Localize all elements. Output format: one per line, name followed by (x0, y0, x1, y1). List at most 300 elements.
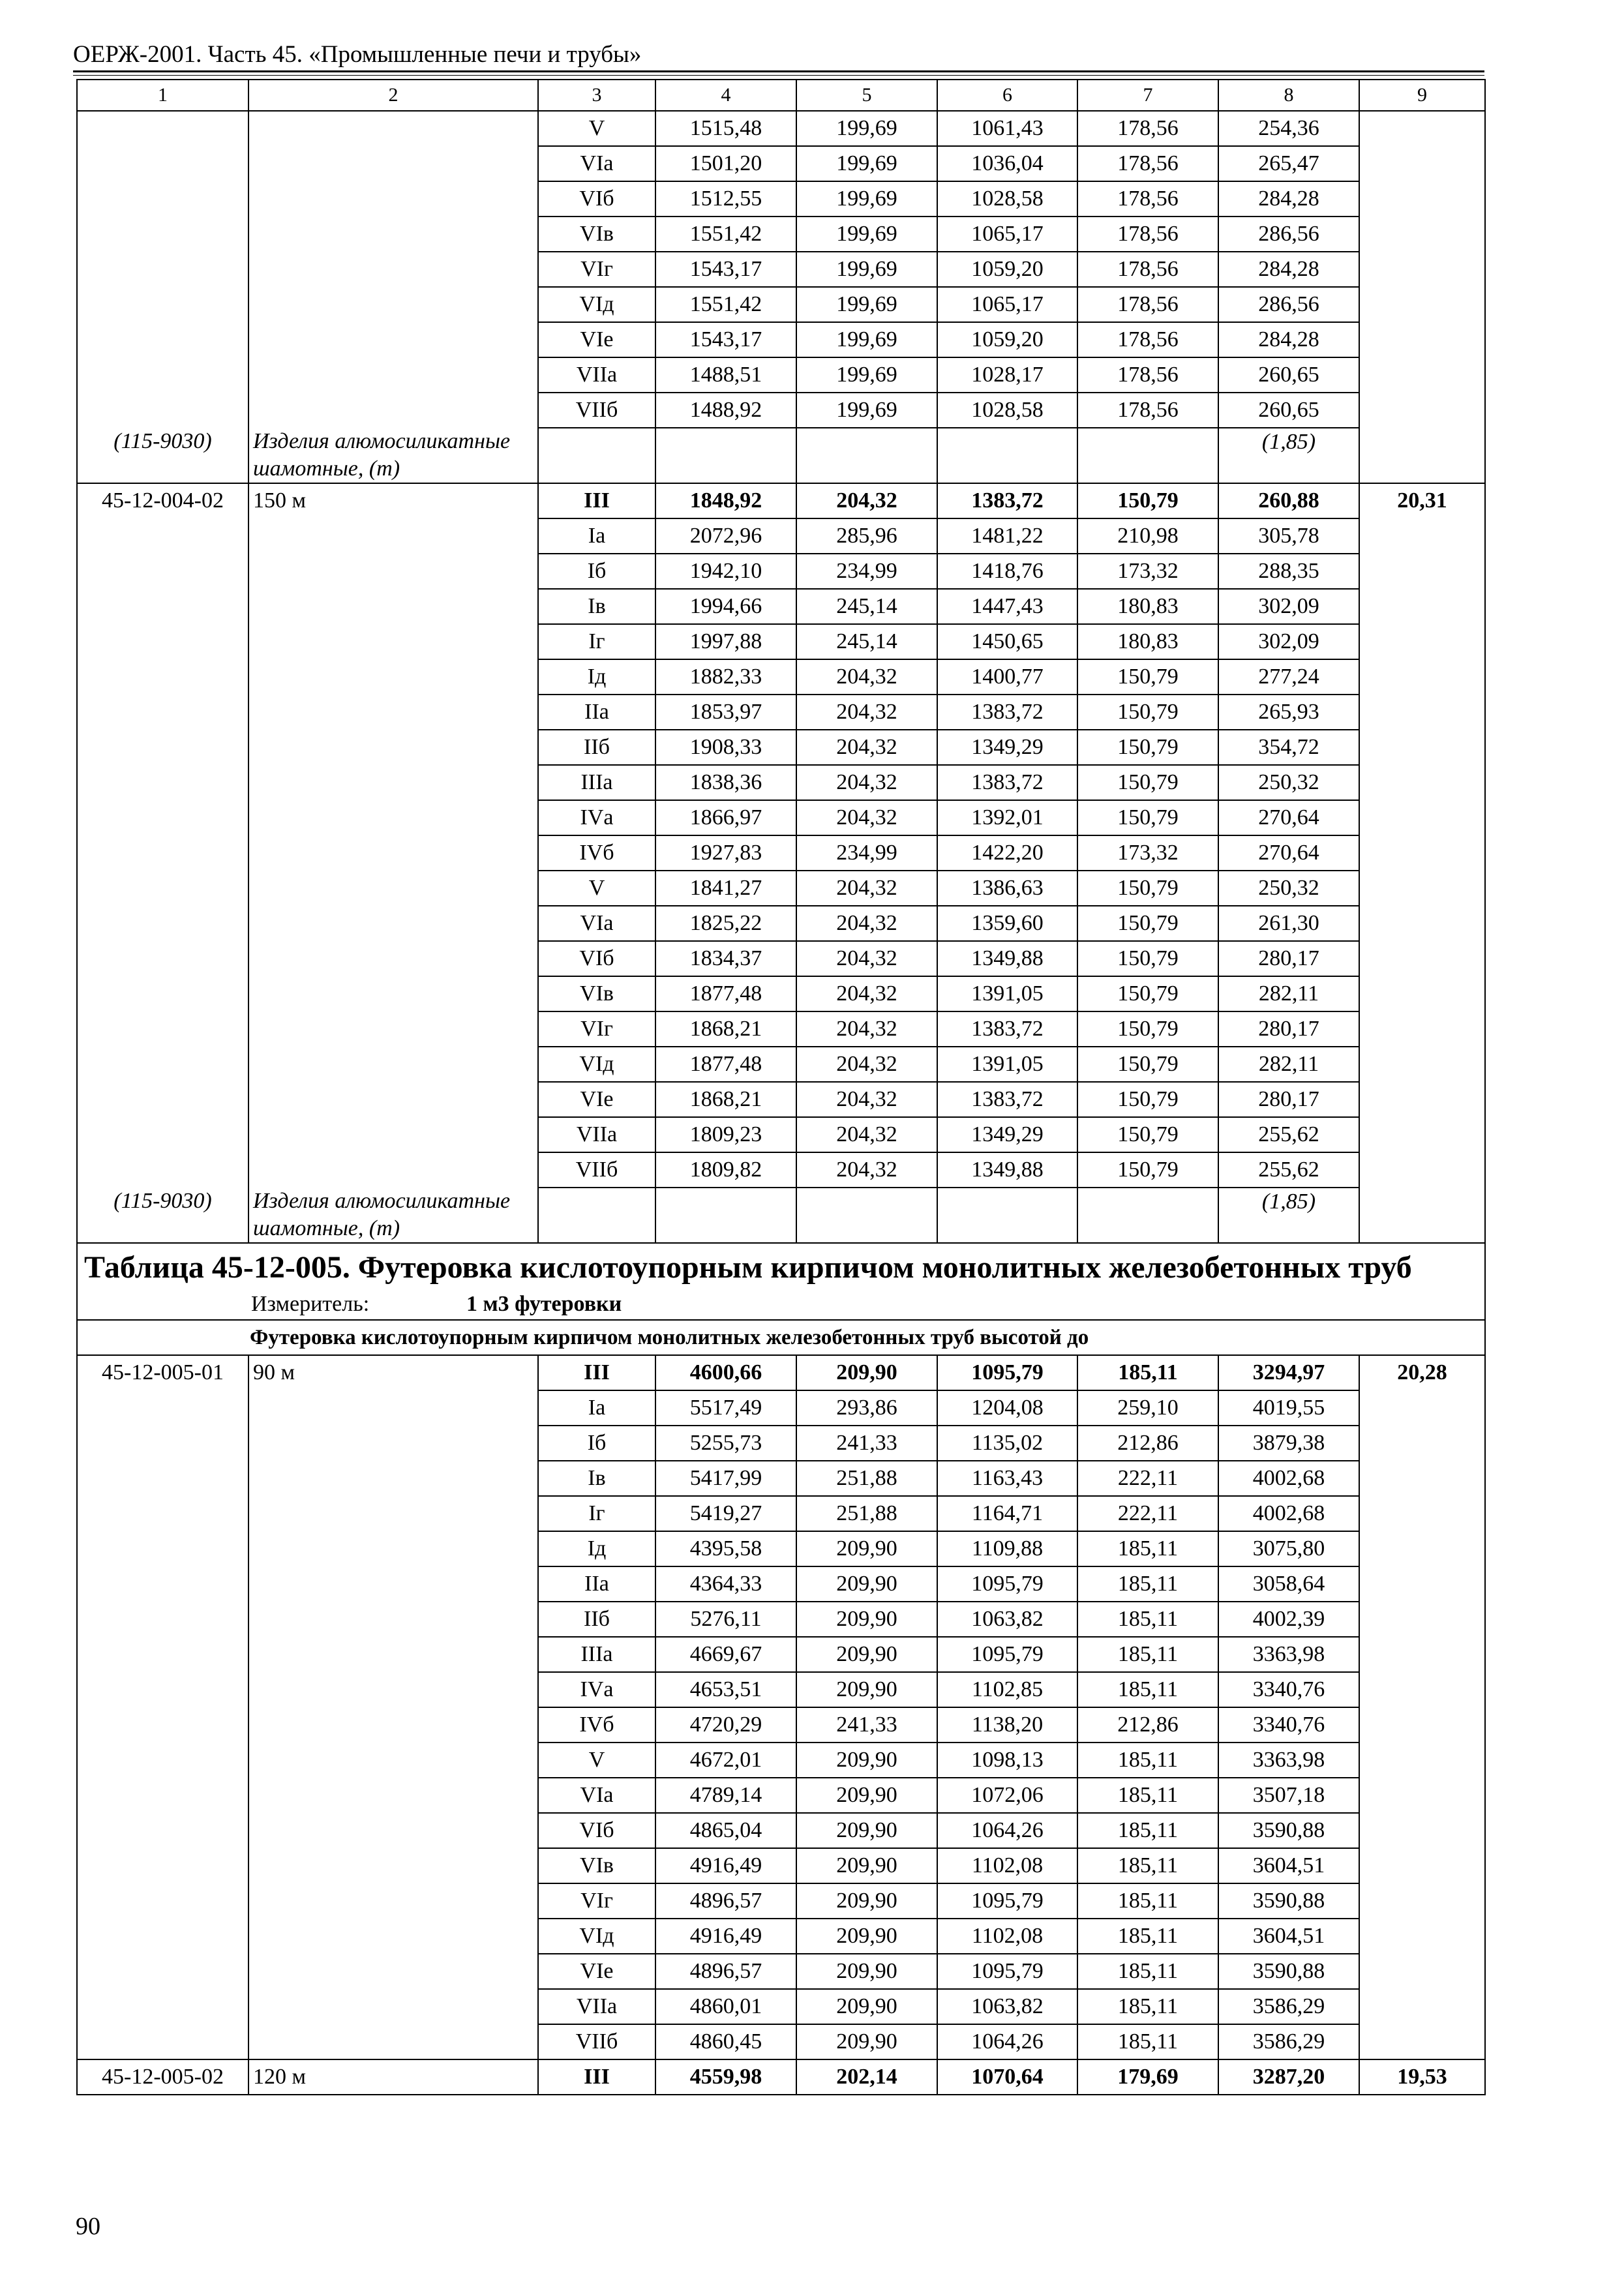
value-cell: 3507,18 (1218, 1778, 1359, 1813)
value-cell: 4364,33 (655, 1566, 796, 1602)
header-rule-thin (73, 75, 1484, 76)
zone-cell: Iв (538, 589, 655, 624)
value-cell: 185,11 (1077, 1954, 1218, 1989)
zone-cell: VIIб (538, 393, 655, 428)
value-cell: 1070,64 (937, 2059, 1077, 2095)
value-cell: 204,32 (796, 483, 937, 518)
value-cell: 4865,04 (655, 1813, 796, 1848)
subtitle-row (77, 1320, 1485, 1355)
value-cell: 185,11 (1077, 1637, 1218, 1672)
value-cell: 251,88 (796, 1461, 937, 1496)
zone-cell: VIв (538, 976, 655, 1011)
value-cell: 222,11 (1077, 1461, 1218, 1496)
value-cell: 254,36 (1218, 111, 1359, 146)
value-cell: 1383,72 (937, 695, 1077, 730)
value-cell: 150,79 (1077, 1117, 1218, 1152)
value-cell: 1065,17 (937, 287, 1077, 322)
value-cell: 3590,88 (1218, 1813, 1359, 1848)
value-cell: 178,56 (1077, 322, 1218, 357)
value-cell: 1882,33 (655, 659, 796, 695)
name-cell: 120 м (248, 2059, 538, 2095)
zone-cell: VIг (538, 1011, 655, 1047)
empty-cell (937, 1188, 1077, 1243)
value-cell: 5517,49 (655, 1390, 796, 1426)
column-number: 4 (655, 80, 796, 111)
zone-cell: IIа (538, 695, 655, 730)
zone-cell: IIIа (538, 765, 655, 800)
value-cell: 1809,23 (655, 1117, 796, 1152)
price-table (76, 79, 1486, 2095)
zone-cell: VIIа (538, 357, 655, 393)
value-cell: 1102,08 (937, 1848, 1077, 1883)
value-cell: 204,32 (796, 1152, 937, 1188)
resource-code: (115-9030) (77, 428, 248, 483)
zone-cell: VIг (538, 252, 655, 287)
zone-cell: VIв (538, 217, 655, 252)
zone-cell: VIб (538, 941, 655, 976)
value-cell: 199,69 (796, 252, 937, 287)
value-cell: 234,99 (796, 835, 937, 871)
value-cell: 185,11 (1077, 1989, 1218, 2024)
value-cell: 178,56 (1077, 146, 1218, 181)
value-cell: 5276,11 (655, 1602, 796, 1637)
value-cell: 209,90 (796, 1989, 937, 2024)
value-cell: 4720,29 (655, 1707, 796, 1743)
zone-cell: IVа (538, 1672, 655, 1707)
value-cell: 3604,51 (1218, 1848, 1359, 1883)
value-cell: 1551,42 (655, 287, 796, 322)
zone-cell: Iб (538, 554, 655, 589)
zone-cell: Iа (538, 1390, 655, 1426)
value-cell: 241,33 (796, 1707, 937, 1743)
value-cell: 150,79 (1077, 659, 1218, 695)
table-subtitle: Футеровка кислотоупорным кирпичом монолитных железобетонных труб высотой до (77, 1320, 1485, 1355)
value-cell: 1359,60 (937, 906, 1077, 941)
value-cell: 261,30 (1218, 906, 1359, 941)
zone-cell: VIа (538, 1778, 655, 1813)
value-cell: 4789,14 (655, 1778, 796, 1813)
value-cell: 202,14 (796, 2059, 937, 2095)
name-cell (248, 111, 538, 428)
value-cell: 209,90 (796, 1637, 937, 1672)
value-cell: 204,32 (796, 1117, 937, 1152)
table-row-main (77, 2059, 1485, 2095)
empty-cell (1077, 1188, 1218, 1243)
value-cell: 1422,20 (937, 835, 1077, 871)
zone-cell: VIг (538, 1883, 655, 1919)
value-cell: 199,69 (796, 181, 937, 217)
value-cell: 1059,20 (937, 322, 1077, 357)
empty-cell (538, 1188, 655, 1243)
resource-qty: (1,85) (1218, 428, 1359, 483)
zone-cell: VIв (538, 1848, 655, 1883)
value-cell: 1095,79 (937, 1637, 1077, 1672)
value-cell: 179,69 (1077, 2059, 1218, 2095)
column-number: 1 (77, 80, 248, 111)
value-cell: 1543,17 (655, 252, 796, 287)
value-cell: 199,69 (796, 393, 937, 428)
value-cell: 3590,88 (1218, 1883, 1359, 1919)
value-cell: 150,79 (1077, 941, 1218, 976)
value-cell: 199,69 (796, 217, 937, 252)
value-cell: 302,09 (1218, 589, 1359, 624)
value-cell: 209,90 (796, 1743, 937, 1778)
value-cell: 2072,96 (655, 518, 796, 554)
empty-cell (655, 428, 796, 483)
value-cell: 185,11 (1077, 2024, 1218, 2059)
value-cell: 1095,79 (937, 1566, 1077, 1602)
value-cell: 245,14 (796, 589, 937, 624)
value-cell: 173,32 (1077, 835, 1218, 871)
value-cell: 305,78 (1218, 518, 1359, 554)
value-cell: 255,62 (1218, 1152, 1359, 1188)
value-cell: 4860,01 (655, 1989, 796, 2024)
value-cell: 1061,43 (937, 111, 1077, 146)
value-cell: 1028,58 (937, 181, 1077, 217)
code-cell (77, 111, 248, 428)
value-cell: 4896,57 (655, 1883, 796, 1919)
resource-name: Изделия алюмосиликатные шамотные, (т) (248, 1188, 538, 1243)
value-cell: 259,10 (1077, 1390, 1218, 1426)
value-cell: 199,69 (796, 322, 937, 357)
zone-cell: Iг (538, 1496, 655, 1531)
measure-value: 1 м3 футеровки (466, 1292, 622, 1316)
value-cell: 204,32 (796, 659, 937, 695)
value-cell: 209,90 (796, 1778, 937, 1813)
value-cell: 178,56 (1077, 393, 1218, 428)
value-cell: 199,69 (796, 357, 937, 393)
zone-cell: VIIа (538, 1989, 655, 2024)
value-cell: 222,11 (1077, 1496, 1218, 1531)
value-cell: 1383,72 (937, 483, 1077, 518)
value-cell: 150,79 (1077, 730, 1218, 765)
value-cell: 1065,17 (937, 217, 1077, 252)
value-cell: 265,47 (1218, 146, 1359, 181)
value-cell: 150,79 (1077, 800, 1218, 835)
value-cell: 4916,49 (655, 1848, 796, 1883)
zone-cell: IIа (538, 1566, 655, 1602)
value-cell: 150,79 (1077, 765, 1218, 800)
value-cell: 1063,82 (937, 1602, 1077, 1637)
zone-cell: IIб (538, 1602, 655, 1637)
value-cell: 1349,88 (937, 1152, 1077, 1188)
value-cell: 209,90 (796, 1919, 937, 1954)
value-cell: 1551,42 (655, 217, 796, 252)
column-number: 8 (1218, 80, 1359, 111)
value-cell: 150,79 (1077, 1082, 1218, 1117)
col9-cell (1359, 111, 1485, 483)
value-cell: 1095,79 (937, 1883, 1077, 1919)
value-cell: 302,09 (1218, 624, 1359, 659)
value-cell: 293,86 (796, 1390, 937, 1426)
empty-cell (538, 428, 655, 483)
value-cell: 178,56 (1077, 111, 1218, 146)
zone-cell: Iв (538, 1461, 655, 1496)
zone-cell: VIIб (538, 2024, 655, 2059)
column-number: 6 (937, 80, 1077, 111)
value-cell: 1488,92 (655, 393, 796, 428)
column-number: 9 (1359, 80, 1485, 111)
value-cell: 1109,88 (937, 1531, 1077, 1566)
value-cell: 150,79 (1077, 1152, 1218, 1188)
value-cell: 1391,05 (937, 1047, 1077, 1082)
value-cell: 1927,83 (655, 835, 796, 871)
value-cell: 1383,72 (937, 1011, 1077, 1047)
zone-cell: VIа (538, 906, 655, 941)
value-cell: 1349,29 (937, 1117, 1077, 1152)
value-cell: 1072,06 (937, 1778, 1077, 1813)
value-cell: 4653,51 (655, 1672, 796, 1707)
value-cell: 185,11 (1077, 1602, 1218, 1637)
code-cell: 45-12-004-02 (77, 483, 248, 1188)
value-cell: 1349,29 (937, 730, 1077, 765)
table-title-cell (77, 1243, 1485, 1320)
value-cell: 209,90 (796, 1672, 937, 1707)
value-cell: 3294,97 (1218, 1355, 1359, 1390)
resource-row (77, 1188, 1485, 1243)
column-number: 7 (1077, 80, 1218, 111)
zone-cell: IVб (538, 835, 655, 871)
column-number: 5 (796, 80, 937, 111)
empty-cell (796, 428, 937, 483)
value-cell: 285,96 (796, 518, 937, 554)
value-cell: 150,79 (1077, 906, 1218, 941)
value-cell: 1400,77 (937, 659, 1077, 695)
zone-cell: Iд (538, 1531, 655, 1566)
value-cell: 1064,26 (937, 1813, 1077, 1848)
value-cell: 4019,55 (1218, 1390, 1359, 1426)
value-cell: 178,56 (1077, 181, 1218, 217)
value-cell: 1481,22 (937, 518, 1077, 554)
value-cell: 250,32 (1218, 871, 1359, 906)
value-cell: 150,79 (1077, 483, 1218, 518)
table-title: Таблица 45-12-005. Футеровка кислотоупорным кирпичом монолитных железобетонных труб (84, 1250, 1412, 1285)
value-cell: 178,56 (1077, 217, 1218, 252)
value-cell: 178,56 (1077, 357, 1218, 393)
value-cell: 1877,48 (655, 1047, 796, 1082)
running-header: ОЕРЖ-2001. Часть 45. «Промышленные печи и трубы» (73, 41, 642, 68)
value-cell: 5417,99 (655, 1461, 796, 1496)
value-cell: 1908,33 (655, 730, 796, 765)
value-cell: 204,32 (796, 1082, 937, 1117)
value-cell: 255,62 (1218, 1117, 1359, 1152)
zone-cell: VIб (538, 1813, 655, 1848)
code-cell: 45-12-005-01 (77, 1355, 248, 2059)
value-cell: 185,11 (1077, 1531, 1218, 1566)
value-cell: 204,32 (796, 941, 937, 976)
value-cell: 1501,20 (655, 146, 796, 181)
value-cell: 185,11 (1077, 1919, 1218, 1954)
empty-cell (1077, 428, 1218, 483)
value-cell: 1838,36 (655, 765, 796, 800)
zone-cell: V (538, 1743, 655, 1778)
value-cell: 1877,48 (655, 976, 796, 1011)
value-cell: 1809,82 (655, 1152, 796, 1188)
value-cell: 4669,67 (655, 1637, 796, 1672)
value-cell: 199,69 (796, 111, 937, 146)
value-cell: 150,79 (1077, 1047, 1218, 1082)
value-cell: 286,56 (1218, 217, 1359, 252)
zone-cell: III (538, 2059, 655, 2095)
empty-cell (796, 1188, 937, 1243)
value-cell: 1036,04 (937, 146, 1077, 181)
value-cell: 199,69 (796, 146, 937, 181)
zone-cell: VIд (538, 1919, 655, 1954)
value-cell: 4002,39 (1218, 1602, 1359, 1637)
value-cell: 354,72 (1218, 730, 1359, 765)
value-cell: 204,32 (796, 695, 937, 730)
zone-cell: VIе (538, 322, 655, 357)
measure-line (84, 1289, 1478, 1319)
value-cell: 3287,20 (1218, 2059, 1359, 2095)
zone-cell: Iд (538, 659, 655, 695)
zone-cell: IIб (538, 730, 655, 765)
value-cell: 204,32 (796, 730, 937, 765)
value-cell: 250,32 (1218, 765, 1359, 800)
value-cell: 173,32 (1077, 554, 1218, 589)
zone-cell: VIа (538, 146, 655, 181)
table-title-row (77, 1243, 1485, 1320)
value-cell: 260,65 (1218, 393, 1359, 428)
zone-cell: VIIа (538, 1117, 655, 1152)
value-cell: 280,17 (1218, 1011, 1359, 1047)
value-cell: 3879,38 (1218, 1426, 1359, 1461)
value-cell: 1512,55 (655, 181, 796, 217)
value-cell: 204,32 (796, 765, 937, 800)
value-cell: 1825,22 (655, 906, 796, 941)
value-cell: 3604,51 (1218, 1919, 1359, 1954)
value-cell: 282,11 (1218, 1047, 1359, 1082)
value-cell: 1515,48 (655, 111, 796, 146)
page-number: 90 (76, 2213, 100, 2240)
value-cell: 185,11 (1077, 1883, 1218, 1919)
zone-cell: III (538, 483, 655, 518)
value-cell: 4002,68 (1218, 1496, 1359, 1531)
value-cell: 286,56 (1218, 287, 1359, 322)
value-cell: 4896,57 (655, 1954, 796, 1989)
value-cell: 209,90 (796, 2024, 937, 2059)
value-cell: 150,79 (1077, 1011, 1218, 1047)
value-cell: 3340,76 (1218, 1672, 1359, 1707)
value-cell: 1447,43 (937, 589, 1077, 624)
value-cell: 209,90 (796, 1602, 937, 1637)
value-cell: 260,65 (1218, 357, 1359, 393)
zone-cell: IVб (538, 1707, 655, 1743)
value-cell: 4559,98 (655, 2059, 796, 2095)
code-cell: 45-12-005-02 (77, 2059, 248, 2095)
value-cell: 204,32 (796, 906, 937, 941)
resource-name: Изделия алюмосиликатные шамотные, (т) (248, 428, 538, 483)
value-cell: 4672,01 (655, 1743, 796, 1778)
value-cell: 3590,88 (1218, 1954, 1359, 1989)
resource-code: (115-9030) (77, 1188, 248, 1243)
zone-cell: V (538, 111, 655, 146)
value-cell: 5419,27 (655, 1496, 796, 1531)
value-cell: 209,90 (796, 1848, 937, 1883)
measure-label: Измеритель: (251, 1292, 370, 1316)
value-cell: 1418,76 (937, 554, 1077, 589)
zone-cell: Iб (538, 1426, 655, 1461)
zone-cell: VIе (538, 1954, 655, 1989)
resource-qty: (1,85) (1218, 1188, 1359, 1243)
value-cell: 209,90 (796, 1531, 937, 1566)
value-cell: 234,99 (796, 554, 937, 589)
value-cell: 1834,37 (655, 941, 796, 976)
value-cell: 4600,66 (655, 1355, 796, 1390)
value-cell: 209,90 (796, 1813, 937, 1848)
value-cell: 282,11 (1218, 976, 1359, 1011)
value-cell: 1164,71 (937, 1496, 1077, 1531)
value-cell: 178,56 (1077, 252, 1218, 287)
empty-cell (937, 428, 1077, 483)
value-cell: 1391,05 (937, 976, 1077, 1011)
value-cell: 3586,29 (1218, 2024, 1359, 2059)
value-cell: 1063,82 (937, 1989, 1077, 2024)
name-cell: 150 м (248, 483, 538, 1188)
value-cell: 280,17 (1218, 1082, 1359, 1117)
value-cell: 150,79 (1077, 871, 1218, 906)
value-cell: 1064,26 (937, 2024, 1077, 2059)
value-cell: 241,33 (796, 1426, 937, 1461)
value-cell: 1450,65 (937, 624, 1077, 659)
zone-cell: Iг (538, 624, 655, 659)
value-cell: 1942,10 (655, 554, 796, 589)
value-cell: 270,64 (1218, 835, 1359, 871)
value-cell: 1383,72 (937, 1082, 1077, 1117)
value-cell: 204,32 (796, 871, 937, 906)
table-row (77, 111, 1485, 146)
value-cell: 1095,79 (937, 1355, 1077, 1390)
value-cell: 1102,85 (937, 1672, 1077, 1707)
value-cell: 199,69 (796, 287, 937, 322)
value-cell: 185,11 (1077, 1743, 1218, 1778)
table-row-main (77, 483, 1485, 518)
value-cell: 4860,45 (655, 2024, 796, 2059)
zone-cell: VIд (538, 287, 655, 322)
value-cell: 1135,02 (937, 1426, 1077, 1461)
value-cell: 212,86 (1077, 1707, 1218, 1743)
value-cell: 1488,51 (655, 357, 796, 393)
table-row-main (77, 1355, 1485, 1390)
value-cell: 284,28 (1218, 322, 1359, 357)
value-cell: 1163,43 (937, 1461, 1077, 1496)
value-cell: 212,86 (1077, 1426, 1218, 1461)
value-cell: 1868,21 (655, 1011, 796, 1047)
value-cell: 209,90 (796, 1954, 937, 1989)
value-cell: 1841,27 (655, 871, 796, 906)
value-cell: 4395,58 (655, 1531, 796, 1566)
value-cell: 1848,92 (655, 483, 796, 518)
value-cell: 1392,01 (937, 800, 1077, 835)
header-rule (73, 70, 1484, 72)
value-cell: 1383,72 (937, 765, 1077, 800)
value-cell: 180,83 (1077, 589, 1218, 624)
value-cell: 1868,21 (655, 1082, 796, 1117)
value-cell: 3058,64 (1218, 1566, 1359, 1602)
value-cell: 5255,73 (655, 1426, 796, 1461)
value-cell: 1853,97 (655, 695, 796, 730)
column-number-row (77, 80, 1485, 111)
value-cell: 3586,29 (1218, 1989, 1359, 2024)
col9-cell: 19,53 (1359, 2059, 1485, 2095)
value-cell: 3340,76 (1218, 1707, 1359, 1743)
zone-cell: V (538, 871, 655, 906)
value-cell: 3363,98 (1218, 1743, 1359, 1778)
value-cell: 1349,88 (937, 941, 1077, 976)
value-cell: 185,11 (1077, 1672, 1218, 1707)
value-cell: 204,32 (796, 1011, 937, 1047)
value-cell: 1994,66 (655, 589, 796, 624)
